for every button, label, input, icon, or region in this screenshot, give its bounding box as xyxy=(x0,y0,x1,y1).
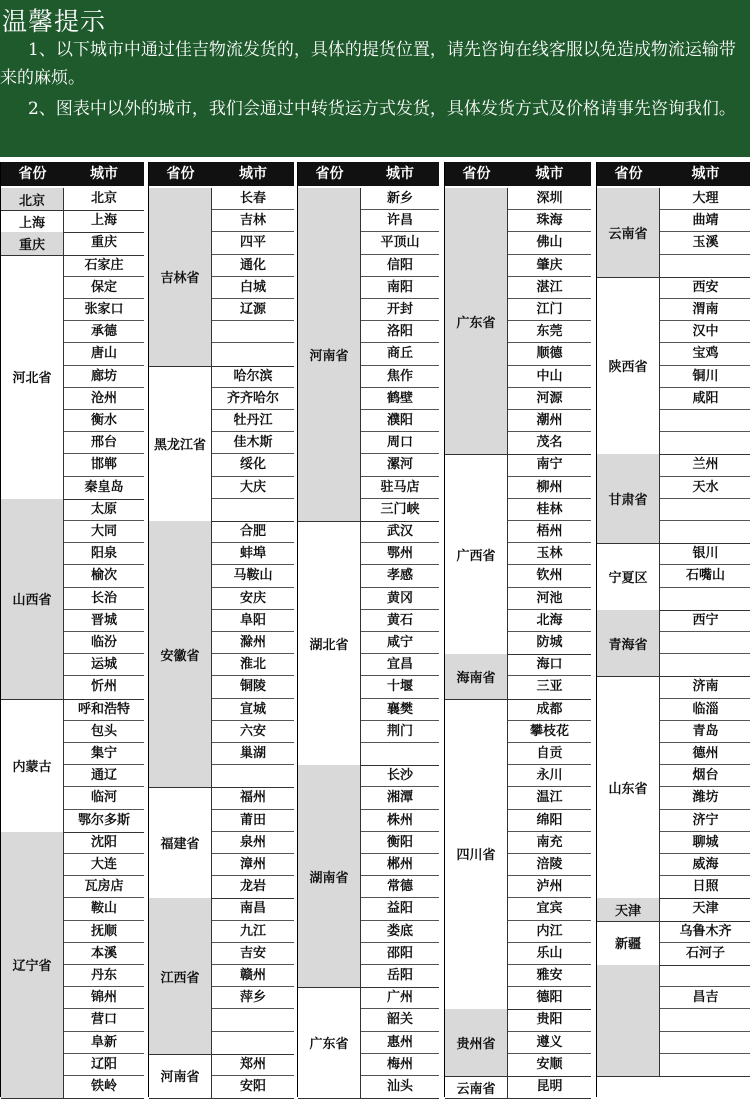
city-cell: 顺德 xyxy=(508,343,591,365)
header-city: 城市 xyxy=(691,166,720,182)
province-group xyxy=(298,987,439,1099)
city-cell: 邢台 xyxy=(64,432,144,454)
province-group xyxy=(597,921,750,966)
city-cell: 宣城 xyxy=(212,699,294,721)
province-group xyxy=(445,188,591,455)
province-group xyxy=(445,654,591,699)
city-cell xyxy=(212,343,294,365)
header-province: 省份 xyxy=(462,166,491,182)
city-cell: 温江 xyxy=(508,787,591,809)
city-cell: 渭南 xyxy=(660,299,750,321)
city-cell xyxy=(660,521,750,543)
city-cell: 惠州 xyxy=(361,1032,439,1054)
city-cell: 深圳 xyxy=(508,188,591,210)
province-group xyxy=(1,210,144,233)
province-group xyxy=(1,188,144,211)
city-cell: 本溪 xyxy=(64,943,144,965)
notice-paragraph-2 xyxy=(0,95,744,123)
city-cell: 廊坊 xyxy=(64,366,144,388)
province-name: 新疆 xyxy=(597,921,660,965)
province-name: 北京 xyxy=(1,188,64,210)
province-group xyxy=(597,543,750,611)
province-group xyxy=(597,965,750,1077)
city-cell: 铜川 xyxy=(660,366,750,388)
city-cell: 长治 xyxy=(64,588,144,610)
city-cell: 宜宾 xyxy=(508,898,591,920)
province-group xyxy=(149,366,294,522)
city-cell: 运城 xyxy=(64,654,144,676)
city-cell: 抚顺 xyxy=(64,921,144,943)
city-cell: 烟台 xyxy=(660,765,750,787)
province-group xyxy=(1,832,144,1099)
province-name: 重庆 xyxy=(1,232,64,254)
city-cell: 大同 xyxy=(64,521,144,543)
city-cell: 玉林 xyxy=(508,543,591,565)
province-group xyxy=(298,765,439,988)
city-cell: 沧州 xyxy=(64,388,144,410)
city-cell: 瓦房店 xyxy=(64,876,144,898)
province-name: 云南省 xyxy=(445,1076,508,1098)
province-name: 辽宁省 xyxy=(1,832,64,1098)
province-name: 广西省 xyxy=(445,454,508,654)
city-cell: 益阳 xyxy=(361,898,439,920)
city-cell: 泉州 xyxy=(212,832,294,854)
city-cell: 北京 xyxy=(90,191,117,206)
city-cell: 中山 xyxy=(508,366,591,388)
city-cell: 佳木斯 xyxy=(212,432,294,454)
city-cell: 保定 xyxy=(64,277,144,299)
city-cell xyxy=(660,499,750,521)
city-cell: 梅州 xyxy=(361,1054,439,1076)
city-cell: 东莞 xyxy=(508,321,591,343)
city-cell xyxy=(660,632,750,654)
province-name: 青海省 xyxy=(597,610,660,677)
city-cell: 衡阳 xyxy=(361,832,439,854)
city-cell: 贵阳 xyxy=(508,1009,591,1031)
city-cell: 重庆 xyxy=(90,235,117,251)
city-cell: 济宁 xyxy=(660,810,750,832)
table-header xyxy=(149,162,294,186)
city-cell: 常德 xyxy=(361,876,439,898)
city-cell: 太原 xyxy=(64,499,144,521)
table-header xyxy=(298,162,439,186)
province-name: 江西省 xyxy=(149,898,212,1053)
city-cell: 驻马店 xyxy=(361,477,439,499)
city-table-column xyxy=(148,162,294,1097)
city-cell: 韶关 xyxy=(361,1009,439,1031)
province-name: 湖南省 xyxy=(298,765,361,987)
city-cell: 茂名 xyxy=(536,435,563,451)
province-name: 广东省 xyxy=(298,987,361,1098)
city-cell: 娄底 xyxy=(361,921,439,943)
city-cell: 绥化 xyxy=(212,454,294,476)
header-city: 城市 xyxy=(386,166,414,182)
header-province: 省份 xyxy=(315,166,344,182)
city-cell xyxy=(212,1009,294,1031)
city-cell: 通化 xyxy=(212,255,294,277)
city-cell: 银川 xyxy=(660,543,750,565)
province-group xyxy=(149,521,294,788)
city-cell xyxy=(660,965,750,987)
province-name: 上海 xyxy=(1,210,64,232)
province-group xyxy=(597,610,750,678)
city-cell: 永川 xyxy=(508,765,591,787)
province-name: 河南省 xyxy=(149,1054,212,1098)
province-name: 海南省 xyxy=(445,654,508,698)
notice-text-1: 1、以下城市中通过佳吉物流发货的，具体的提货位置，请先咨询在线客服以免造成物流运输带来的麻烦。 xyxy=(0,40,736,88)
province-group xyxy=(1,232,144,255)
city-cell: 长春 xyxy=(212,188,294,210)
header-province: 省份 xyxy=(166,166,195,182)
city-cell: 衡水 xyxy=(64,410,144,432)
header-province: 省份 xyxy=(614,166,643,182)
city-cell: 营口 xyxy=(64,1009,144,1031)
city-cell: 遵义 xyxy=(508,1032,591,1054)
city-cell: 自贡 xyxy=(508,743,591,765)
city-cell: 阜新 xyxy=(64,1032,144,1054)
province-group xyxy=(445,699,591,1011)
city-cell: 内江 xyxy=(508,921,591,943)
city-cell: 昌吉 xyxy=(660,987,750,1009)
city-cell: 宜昌 xyxy=(361,654,439,676)
city-table-column xyxy=(444,162,591,1097)
province-name: 宁夏区 xyxy=(597,543,660,610)
city-cell: 鞍山 xyxy=(64,898,144,920)
city-cell: 宝鸡 xyxy=(660,343,750,365)
city-cell: 张家口 xyxy=(64,299,144,321)
city-cell: 阳泉 xyxy=(64,543,144,565)
city-cell: 襄樊 xyxy=(361,699,439,721)
header-city: 城市 xyxy=(535,166,564,182)
province-name: 湖北省 xyxy=(298,521,361,765)
city-cell: 佛山 xyxy=(508,232,591,254)
city-cell: 鄂州 xyxy=(361,543,439,565)
city-cell: 黄石 xyxy=(361,610,439,632)
city-cell: 石河子 xyxy=(685,945,725,961)
city-cell: 开封 xyxy=(361,299,439,321)
city-cell xyxy=(212,765,294,787)
city-cell: 梧州 xyxy=(508,521,591,543)
city-cell: 德阳 xyxy=(536,990,563,1006)
city-cell: 安顺 xyxy=(536,1056,563,1072)
city-cell: 湘潭 xyxy=(361,787,439,809)
city-cell: 鄂尔多斯 xyxy=(77,812,130,828)
city-cell: 上海 xyxy=(90,213,117,229)
city-cell: 白城 xyxy=(212,277,294,299)
city-cell: 钦州 xyxy=(508,565,591,587)
city-cell xyxy=(361,743,439,765)
city-cell: 青岛 xyxy=(660,721,750,743)
city-cell: 信阳 xyxy=(361,255,439,277)
city-cell xyxy=(660,432,750,454)
city-cell: 湛江 xyxy=(508,277,591,299)
city-cell xyxy=(660,654,750,676)
city-cell: 玉溪 xyxy=(660,232,750,254)
city-cell: 南宁 xyxy=(508,454,591,476)
city-cell: 辽阳 xyxy=(64,1054,144,1076)
city-cell: 济南 xyxy=(660,676,750,698)
province-name: 甘肃省 xyxy=(597,454,660,543)
city-cell: 沈阳 xyxy=(64,832,144,854)
city-cell: 潮州 xyxy=(508,410,591,432)
city-cell: 濮阳 xyxy=(361,410,439,432)
province-group xyxy=(1,499,144,700)
city-cell: 赣州 xyxy=(212,965,294,987)
city-cell: 萍乡 xyxy=(212,987,294,1009)
notice-text-2: 2、图表中以外的城市，我们会通过中转货运方式发货，具体发货方式及价格请事先咨询我们。 xyxy=(28,99,736,119)
city-cell: 焦作 xyxy=(361,366,439,388)
city-cell: 攀枝花 xyxy=(508,721,591,743)
city-cell xyxy=(660,410,750,432)
city-cell: 昆明 xyxy=(536,1079,563,1094)
city-cell: 株州 xyxy=(361,810,439,832)
city-cell xyxy=(660,1054,750,1076)
city-cell: 南充 xyxy=(508,832,591,854)
city-cell: 铜陵 xyxy=(212,676,294,698)
city-cell: 集宁 xyxy=(64,743,144,765)
province-name: 云南省 xyxy=(597,188,660,277)
city-cell: 咸宁 xyxy=(361,632,439,654)
city-cell: 南昌 xyxy=(212,898,294,920)
city-cell: 防城 xyxy=(536,634,563,650)
city-cell: 六安 xyxy=(212,721,294,743)
city-cell xyxy=(212,1032,294,1054)
city-table-column xyxy=(0,162,144,1097)
city-cell: 榆次 xyxy=(64,565,144,587)
city-cell xyxy=(212,321,294,343)
city-cell: 郴州 xyxy=(361,854,439,876)
city-cell: 蚌埠 xyxy=(212,543,294,565)
city-cell: 武汉 xyxy=(361,521,439,543)
province-name: 黑龙江省 xyxy=(149,366,212,521)
province-name: 山西省 xyxy=(1,499,64,699)
city-cell: 三亚 xyxy=(536,679,563,695)
city-cell xyxy=(212,499,294,521)
city-cell: 大理 xyxy=(660,188,750,210)
province-group xyxy=(298,188,439,522)
city-cell: 肇庆 xyxy=(508,255,591,277)
city-cell: 临淄 xyxy=(660,699,750,721)
city-cell: 潍坊 xyxy=(660,787,750,809)
header-city: 城市 xyxy=(90,166,118,182)
city-cell: 荆门 xyxy=(361,721,439,743)
city-cell: 呼和浩特 xyxy=(64,699,144,721)
province-name: 贵州省 xyxy=(445,1009,508,1076)
city-cell: 合肥 xyxy=(212,521,294,543)
province-group xyxy=(149,787,294,899)
city-cell: 北海 xyxy=(508,610,591,632)
city-cell: 许昌 xyxy=(361,210,439,232)
city-cell: 河源 xyxy=(508,388,591,410)
table-header xyxy=(597,162,750,186)
city-cell: 吉林 xyxy=(212,210,294,232)
table-header xyxy=(1,162,144,186)
city-cell: 西安 xyxy=(660,277,750,299)
city-cell: 德州 xyxy=(660,743,750,765)
city-cell: 成都 xyxy=(508,699,591,721)
city-cell: 珠海 xyxy=(508,210,591,232)
city-cell xyxy=(660,255,750,277)
city-cell: 九江 xyxy=(212,921,294,943)
city-cell: 哈尔滨 xyxy=(212,366,294,388)
city-cell: 承德 xyxy=(64,321,144,343)
city-cell: 郑州 xyxy=(212,1054,294,1076)
city-cell: 海口 xyxy=(508,654,591,676)
city-cell: 淮北 xyxy=(212,654,294,676)
province-name: 福建省 xyxy=(149,787,212,898)
table-header xyxy=(445,162,591,186)
city-cell: 兰州 xyxy=(660,454,750,476)
city-cell: 曲靖 xyxy=(660,210,750,232)
city-cell: 新乡 xyxy=(361,188,439,210)
city-cell: 天津 xyxy=(692,901,719,917)
city-cell: 漳州 xyxy=(212,854,294,876)
city-cell: 孝感 xyxy=(361,565,439,587)
city-cell: 南阳 xyxy=(361,277,439,299)
city-cell: 丹东 xyxy=(64,965,144,987)
city-cell: 威海 xyxy=(660,854,750,876)
city-cell: 滁州 xyxy=(212,632,294,654)
city-cell: 汕头 xyxy=(386,1078,413,1094)
city-cell: 齐齐哈尔 xyxy=(212,388,294,410)
city-cell: 广州 xyxy=(361,987,439,1009)
province-name: 山东省 xyxy=(597,676,660,898)
city-cell: 福州 xyxy=(212,787,294,809)
province-group xyxy=(597,277,750,456)
city-cell: 石嘴山 xyxy=(660,565,750,587)
province-group xyxy=(597,898,750,921)
city-cell: 龙岩 xyxy=(239,879,266,895)
city-cell: 大庆 xyxy=(212,477,294,499)
city-cell xyxy=(660,1032,750,1054)
province-group xyxy=(1,255,144,500)
city-cell: 涪陵 xyxy=(508,854,591,876)
city-cell: 洛阳 xyxy=(361,321,439,343)
province-name: 安徽省 xyxy=(149,521,212,787)
province-group xyxy=(149,898,294,1054)
city-cell: 临汾 xyxy=(64,632,144,654)
province-name xyxy=(597,965,660,1076)
city-cell: 桂林 xyxy=(508,499,591,521)
city-cell: 岳阳 xyxy=(386,967,413,983)
city-cell: 牡丹江 xyxy=(212,410,294,432)
city-cell: 乌鲁木齐 xyxy=(660,921,750,943)
city-cell: 乐山 xyxy=(508,943,591,965)
city-cell: 雅安 xyxy=(508,965,591,987)
city-cell: 柳州 xyxy=(508,477,591,499)
province-name: 河南省 xyxy=(298,188,361,521)
city-cell: 锦州 xyxy=(64,987,144,1009)
province-name: 天津 xyxy=(597,898,660,920)
province-name: 广东省 xyxy=(445,188,508,454)
city-cell: 十堰 xyxy=(361,676,439,698)
province-group xyxy=(298,521,439,766)
province-group xyxy=(597,676,750,899)
city-cell: 泸州 xyxy=(508,876,591,898)
header-province: 省份 xyxy=(18,166,47,182)
province-group xyxy=(1,699,144,833)
city-cell: 聊城 xyxy=(660,832,750,854)
province-name: 陕西省 xyxy=(597,277,660,455)
city-cell: 马鞍山 xyxy=(212,565,294,587)
city-cell xyxy=(660,588,750,610)
city-cell: 邵阳 xyxy=(361,943,439,965)
city-cell: 江门 xyxy=(508,299,591,321)
city-cell: 忻州 xyxy=(90,679,117,695)
city-cell: 咸阳 xyxy=(660,388,750,410)
province-name: 四川省 xyxy=(445,699,508,1010)
city-cell: 黄冈 xyxy=(361,588,439,610)
city-cell: 安庆 xyxy=(212,588,294,610)
city-cell: 阜阳 xyxy=(212,610,294,632)
province-name: 内蒙古 xyxy=(1,699,64,832)
city-cell: 鹤壁 xyxy=(361,388,439,410)
city-table-column xyxy=(596,162,750,1097)
province-group xyxy=(597,188,750,278)
city-cell: 西宁 xyxy=(660,610,750,632)
province-group xyxy=(597,454,750,544)
city-cell: 三门峡 xyxy=(380,501,420,517)
city-cell: 河池 xyxy=(508,588,591,610)
notice-banner xyxy=(0,0,750,157)
city-cell: 晋城 xyxy=(64,610,144,632)
city-cell: 通辽 xyxy=(64,765,144,787)
city-cell: 邯郸 xyxy=(64,454,144,476)
province-group xyxy=(445,1076,591,1099)
province-name: 河北省 xyxy=(1,255,64,499)
city-cell: 平顶山 xyxy=(361,232,439,254)
city-cell: 包头 xyxy=(64,721,144,743)
province-group xyxy=(149,188,294,367)
city-cell: 吉安 xyxy=(212,943,294,965)
city-cell: 商丘 xyxy=(361,343,439,365)
city-cell: 辽源 xyxy=(212,299,294,321)
notice-paragraph-1 xyxy=(0,36,744,92)
city-cell: 唐山 xyxy=(64,343,144,365)
city-cell xyxy=(660,1009,750,1031)
city-cell: 汉中 xyxy=(660,321,750,343)
city-cell: 大连 xyxy=(64,854,144,876)
city-cell: 四平 xyxy=(212,232,294,254)
notice-title: 温馨提示 xyxy=(2,7,107,36)
city-cell: 巢湖 xyxy=(212,743,294,765)
city-cell: 临河 xyxy=(64,787,144,809)
province-group xyxy=(445,454,591,655)
city-cell: 漯河 xyxy=(361,454,439,476)
city-cell: 莆田 xyxy=(212,810,294,832)
city-cell: 天水 xyxy=(660,477,750,499)
city-cell: 铁岭 xyxy=(90,1078,117,1094)
header-city: 城市 xyxy=(239,166,267,182)
city-cell: 石家庄 xyxy=(64,255,144,277)
city-cell: 周口 xyxy=(361,432,439,454)
city-cell: 日照 xyxy=(692,879,719,895)
province-name: 吉林省 xyxy=(149,188,212,366)
city-cell: 长沙 xyxy=(361,765,439,787)
city-cell: 秦皇岛 xyxy=(84,479,124,495)
city-table-column xyxy=(297,162,439,1097)
province-group xyxy=(149,1054,294,1099)
city-cell: 安阳 xyxy=(239,1078,266,1094)
city-cell: 绵阳 xyxy=(508,810,591,832)
province-group xyxy=(445,1009,591,1077)
